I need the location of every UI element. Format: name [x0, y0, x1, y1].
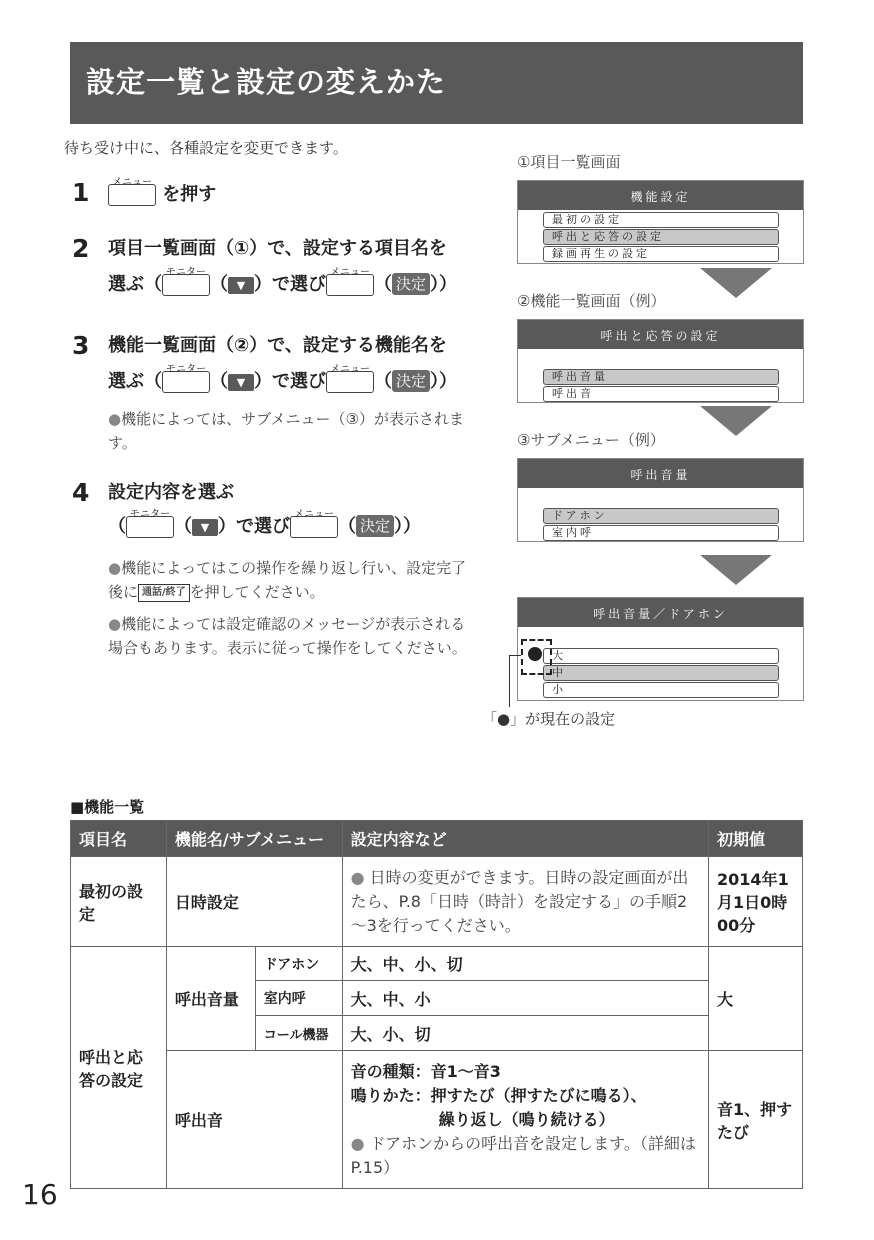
down-arrow-icon: ▼ — [192, 519, 218, 536]
cell-item: 呼出と応答の設定 — [71, 947, 167, 1189]
screen-1-header: 機能設定 — [518, 181, 803, 210]
current-setting-note: 「●」が現在の設定 — [482, 710, 616, 728]
screen-1-item-selected: 呼出と応答の設定 — [543, 229, 779, 245]
header-function: 機能名/サブメニュー — [166, 821, 342, 857]
menu-key: メニュー — [290, 516, 338, 538]
monitor-key: モニター — [126, 516, 174, 538]
enter-button-icon: 決定 — [356, 515, 394, 537]
cell-submenu: 室内呼 — [255, 981, 342, 1016]
cell-content: 大、小、切 — [342, 1016, 708, 1051]
cell-default: 音1、押すたび — [709, 1051, 803, 1189]
end-call-button-icon: 通話/終了 — [138, 584, 190, 602]
cell-function: 日時設定 — [166, 857, 342, 947]
screen-3-item: 室内呼 — [543, 525, 779, 541]
step-1-text: メニュー を押す — [108, 182, 216, 208]
table-header-row — [71, 821, 803, 857]
arrow-down-icon — [700, 268, 772, 298]
down-arrow-icon: ▼ — [228, 374, 254, 391]
step-4-line2: （ モニター （ ▼ ）で選び メニュー （ 決定 ）） — [108, 509, 422, 537]
header-item-name: 項目名 — [71, 821, 167, 857]
step-2-number: 2 — [72, 234, 90, 263]
menu-key: メニュー — [326, 274, 374, 296]
screen-4-item: 大 — [543, 648, 779, 664]
menu-key: メニュー — [108, 184, 156, 206]
table-row — [71, 1051, 803, 1189]
intro-text: 待ち受け中に、各種設定を変更できます。 — [64, 139, 348, 157]
header-content: 設定内容など — [342, 821, 708, 857]
cell-content: 大、中、小、切 — [342, 947, 708, 981]
step-3-line1: 機能一覧画面（②）で、設定する機能名を — [108, 335, 447, 356]
step-3-number: 3 — [72, 331, 90, 360]
cell-content: 大、中、小 — [342, 981, 708, 1016]
screen-4-item: 小 — [543, 682, 779, 698]
step-2-line2: 選ぶ（ モニター （ ▼ ）で選び メニュー （ 決定 ）） — [108, 267, 458, 295]
function-table — [70, 820, 803, 1189]
down-arrow-icon: ▼ — [228, 277, 254, 294]
screen-4-header: 呼出音量／ドアホン — [518, 598, 803, 627]
step-4-number: 4 — [72, 478, 90, 507]
screen-4 — [517, 597, 804, 701]
header-default: 初期値 — [709, 821, 803, 857]
leader-line — [509, 655, 510, 707]
cell-default: 大 — [709, 947, 803, 1051]
page-number: 16 — [22, 1178, 58, 1211]
step-4-note-1: ●機能によってはこの操作を繰り返し行い、設定完了後に 通話/終了 を押してください。 — [108, 559, 467, 601]
cell-submenu: ドアホン — [255, 947, 342, 981]
screen-1-item: 最初の設定 — [543, 212, 779, 228]
monitor-key: モニター — [162, 274, 210, 296]
cell-default: 2014年1月1日0時00分 — [709, 857, 803, 947]
screen-3-item-selected: ドアホン — [543, 508, 779, 524]
enter-button-icon: 決定 — [392, 273, 430, 295]
screen-2-header: 呼出と応答の設定 — [518, 320, 803, 349]
menu-key: メニュー — [326, 371, 374, 393]
screen-1 — [517, 180, 804, 264]
screen-1-item: 録画再生の設定 — [543, 246, 779, 262]
ring-type-line: 音の種類：音1～音3 — [350, 1061, 501, 1081]
cell-item: 最初の設定 — [71, 857, 167, 947]
bullet-icon: ● — [108, 615, 122, 633]
table-row — [71, 857, 803, 947]
table-heading: ■機能一覧 — [70, 798, 145, 816]
screen-2-item: 呼出音 — [543, 386, 779, 402]
arrow-down-icon — [700, 555, 772, 585]
page-title: 設定一覧と設定の変えかた — [86, 65, 447, 99]
screen-2-item-selected: 呼出音量 — [543, 369, 779, 385]
screen-3 — [517, 458, 804, 542]
bullet-icon: ● — [108, 559, 122, 577]
monitor-key: モニター — [162, 371, 210, 393]
cell-submenu: コール機器 — [255, 1016, 342, 1051]
step-3-note: ●機能によっては、サブメニュー（③）が表示されます。 — [108, 410, 464, 452]
screen-4-item-selected: 中 — [543, 665, 779, 681]
screen-2-caption: ②機能一覧画面（例） — [517, 292, 666, 310]
bullet-icon: ● — [108, 410, 122, 428]
ring-note: ● ドアホンからの呼出音を設定します。（詳細はP.15） — [350, 1133, 696, 1177]
ring-style-line-2: 繰り返し（鳴り続ける） — [438, 1109, 615, 1129]
step-3-line2: 選ぶ（ モニター （ ▼ ）で選び メニュー （ 決定 ）） — [108, 364, 458, 392]
screen-2 — [517, 319, 804, 403]
ring-style-line: 鳴りかた：押すたび（押すたびに鳴る）、 — [350, 1085, 647, 1105]
bullet-icon: ● — [350, 1133, 370, 1153]
current-setting-dot-icon — [528, 647, 542, 661]
arrow-down-icon — [700, 406, 772, 436]
screen-3-caption: ③サブメニュー（例） — [517, 431, 665, 449]
bullet-icon: ● — [350, 867, 370, 887]
screen-3-header: 呼出音量 — [518, 459, 803, 488]
table-row — [71, 947, 803, 981]
screen-1-caption: ①項目一覧画面 — [517, 153, 621, 171]
leader-line — [509, 655, 521, 656]
cell-function: 呼出音量 — [166, 947, 255, 1051]
step-4-line1: 設定内容を選ぶ — [108, 482, 234, 503]
cell-content: ● 日時の変更ができます。日時の設定画面が出たら、P.8「日時（時計）を設定する」の手順2～3を行ってください。 — [342, 857, 708, 947]
step-2-line1: 項目一覧画面（①）で、設定する項目名を — [108, 238, 447, 259]
step-4-note-2: ●機能によっては設定確認のメッセージが表示される場合もあります。表示に従って操作をしてください。 — [108, 615, 467, 657]
cell-content — [342, 1051, 708, 1189]
enter-button-icon: 決定 — [392, 370, 430, 392]
cell-function: 呼出音 — [166, 1051, 342, 1189]
step-1-number: 1 — [72, 178, 90, 207]
